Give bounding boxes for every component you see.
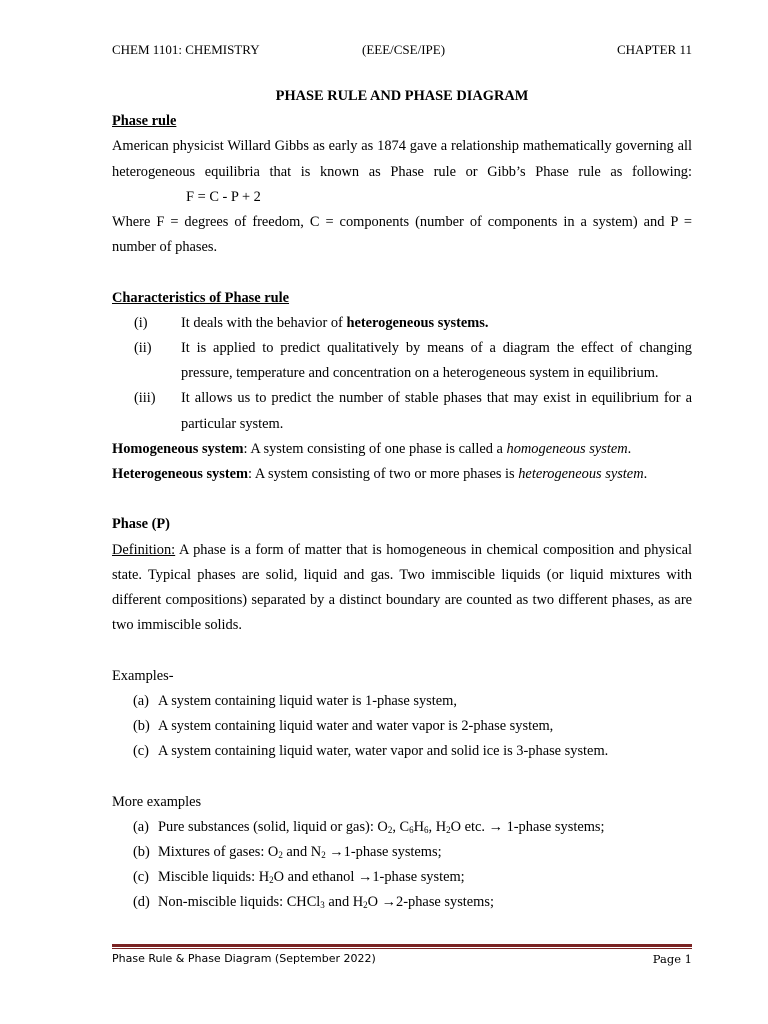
more-example-item: (b) Mixtures of gases: $O_2$ and $N_2$ →1-phase systems; [133, 844, 442, 861]
item-number: (iii) [134, 390, 156, 407]
example-item: (b) A system containing liquid water and water vapor is 2-phase system, [133, 718, 554, 735]
characteristic-item [112, 311, 692, 336]
homogeneous-definition: Homogeneous system: A system consisting of one phase is called a homogeneous system. [112, 440, 632, 457]
phase-definition: Definition: A phase is a form of matter that is homogeneous in chemical composition and physical state. Typical phases are solid, liquid and gas. Two immiscible liquids (or liquid mixtures with different compositions) separated by a distinct boundary are counted as two different phases, as are two immiscible solids. [112, 541, 693, 634]
page-number: Page 1 [652, 952, 692, 966]
document-body [112, 84, 692, 916]
item-number: (i) [134, 314, 148, 331]
phase-heading: Phase (P) [112, 516, 170, 533]
more-example-item: (d) Non-miscible liquids: CHCl$_3$ and $H_2O$ →2-phase systems; [133, 894, 494, 911]
phase-rule-intro: American physicist Willard Gibbs as early as 1874 gave a relationship mathematically governing all heterogeneous equilibria that is known as Phase rule or Gibb’s Phase rule as following: [112, 138, 692, 180]
characteristic-item [112, 336, 692, 386]
header-chapter: CHAPTER 11 [617, 42, 692, 57]
footer-divider [112, 944, 692, 949]
example-item: (c) A system containing liquid water, water vapor and solid ice is 3-phase system. [133, 743, 609, 760]
item-number: (ii) [134, 340, 152, 357]
example-item: (a) A system containing liquid water is 1-phase system, [133, 692, 457, 709]
more-example-item: (c) Miscible liquids: $H_2O$ and ethanol →1-phase system; [133, 869, 465, 886]
more-example-item: (a) Pure substances (solid, liquid or gas): $O_2$, $C_6H_6$, $H_2O$ etc. → 1-phase systems; [133, 818, 605, 835]
heterogeneous-definition: Heterogeneous system: A system consisting of two or more phases is heterogeneous system. [112, 466, 648, 483]
footer-title: Phase Rule & Phase Diagram (September 2022) [112, 952, 376, 965]
definition-label: Definition: [112, 541, 176, 558]
item-text: It allows us to predict the number of stable phases that may exist in equilibrium for a particular system. [181, 390, 692, 432]
phase-rule-where: Where F = degrees of freedom, C = components (number of components in a system) and P = number of phases. [112, 214, 692, 256]
header-course: CHEM 1101: CHEMISTRY [112, 42, 260, 57]
header-departments: (EEE/CSE/IPE) [362, 42, 446, 57]
item-text: It deals with the behavior of heterogeneous systems. [181, 314, 489, 331]
characteristics-heading: Characteristics of Phase rule [112, 289, 290, 306]
page-header [112, 42, 692, 60]
examples-heading: Examples- [112, 667, 174, 684]
phase-rule-heading: Phase rule [112, 113, 177, 130]
page-footer [112, 952, 692, 968]
more-examples-heading: More examples [112, 793, 202, 810]
page-title: PHASE RULE AND PHASE DIAGRAM [275, 88, 529, 104]
phase-rule-para [112, 134, 692, 210]
item-text: It is applied to predict qualitatively by means of a diagram the effect of changing pressure, temperature and concentration on a heterogeneous system in equilibrium. [181, 340, 692, 382]
characteristic-item [112, 386, 692, 436]
phase-rule-formula: F = C - P + 2 [186, 188, 261, 205]
